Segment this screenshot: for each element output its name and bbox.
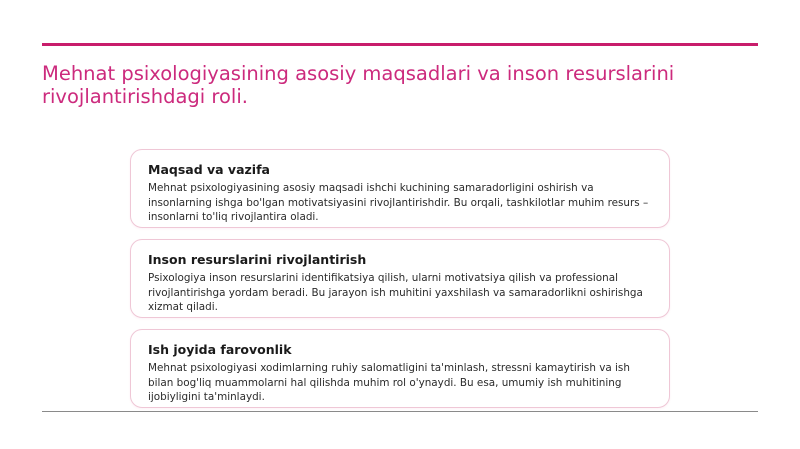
card-ish-joyida-farovonlik xyxy=(130,329,670,408)
card-body: Psixologiya inson resurslarini identifikatsiya qilish, ularni motivatsiya qilish va professional rivojlantirishga yordam beradi. Bu jarayon ish muhitini yaxshilash va samaradorlikni oshirishga xizmat qiladi. xyxy=(148,272,643,313)
card-title: Inson resurslarini rivojlantirish xyxy=(148,252,367,267)
card-body: Mehnat psixologiyasi xodimlarning ruhiy salomatligini ta'minlash, stressni kamaytirish va ish bilan bog'liq muammolarni hal qilishda muhim rol o'ynaydi. Bu esa, umumiy ish muhitining ijobiyligini ta'minlaydi. xyxy=(148,362,630,403)
card-title: Ish joyida farovonlik xyxy=(148,342,292,357)
bottom-divider xyxy=(42,411,758,412)
card-body: Mehnat psixologiyasining asosiy maqsadi ishchi kuchining samaradorligini oshirish va insonlarning ishga bo'lgan motivatsiyasini rivojlantirishdir. Bu orqali, tashkilotlar muhim resurs – insonlarni to'liq rivojlantira oladi. xyxy=(148,182,649,223)
card-maqsad-va-vazifa xyxy=(130,149,670,228)
top-accent-rule xyxy=(42,43,758,46)
slide-title: Mehnat psixologiyasining asosiy maqsadlari va inson resurslarini rivojlantirishdagi roli. xyxy=(42,62,675,108)
card-title: Maqsad va vazifa xyxy=(148,162,270,177)
card-inson-resurslarini-rivojlantirish xyxy=(130,239,670,318)
